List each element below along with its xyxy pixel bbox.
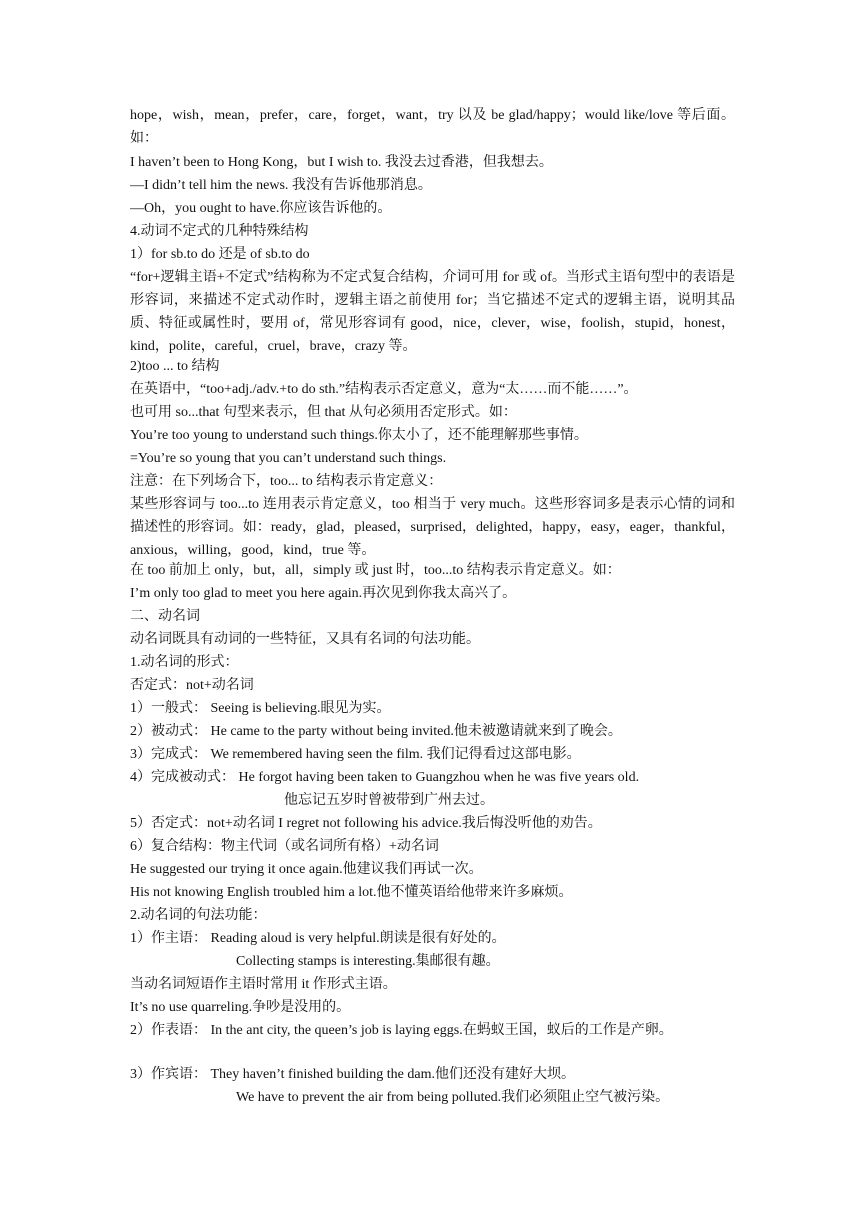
example-sentence: I haven’t been to Hong Kong，but I wish to. 我没去过香港，但我想去。 (130, 155, 553, 170)
sub-heading: 2)too ... to 结构 (130, 359, 220, 374)
example-sentence: —I didn’t tell him the news. 我没有告诉他那消息。 (130, 178, 432, 193)
example-sentence: =You’re so young that you can’t understand such things. (130, 451, 447, 466)
list-item: 5）否定式：not+动名词 I regret not following his advice.我后悔没听他的劝告。 (130, 816, 602, 831)
section-heading: 二、动名词 (130, 609, 200, 624)
example-sentence: His not knowing English troubled him a lot.他不懂英语给他带来许多麻烦。 (130, 885, 573, 900)
paragraph-line: 在 too 前加上 only，but，all，simply 或 just 时，too...to 结构表示肯定意义。如： (130, 563, 621, 578)
example-sentence: It’s no use quarreling.争吵是没用的。 (130, 1000, 351, 1015)
example-sentence: We have to prevent the air from being polluted.我们必须阻止空气被污染。 (236, 1090, 670, 1105)
note-line: 注意：在下列场合下，too... to 结构表示肯定意义： (130, 474, 443, 489)
paragraph-line: 动名词既具有动词的一些特征，又具有名词的句法功能。 (130, 632, 480, 647)
sub-heading: 2.动名词的句法功能： (130, 908, 267, 923)
list-item: 3）完成式： We remembered having seen the film. 我们记得看过这部电影。 (130, 747, 581, 762)
example-sentence: You’re too young to understand such things.你太小了，还不能理解那些事情。 (130, 428, 588, 443)
paragraph-line: 在英语中，“too+adj./adv.+to do sth.”结构表示否定意义，意为“太……而不能……”。 (130, 382, 638, 397)
example-sentence: He suggested our trying it once again.他建议我们再试一次。 (130, 862, 483, 877)
list-item: 6）复合结构：物主代词（或名词所有格）+动名词 (130, 839, 439, 854)
sub-heading: 1）for sb.to do 还是 of sb.to do (130, 247, 310, 262)
sub-heading: 1.动名词的形式： (130, 655, 239, 670)
paragraph-line: 某些形容词与 too...to 连用表示肯定意义，too 相当于 very much。这些形容词多是表示心情的词和描述性的形容词。如：ready，glad，pleased，surprised，delighted，happy，easy，eager，thankful，anxious，willing，good，kind，true 等。 (130, 497, 735, 558)
paragraph-line: hope，wish，mean，prefer，care，forget，want，try 以及 be glad/happy；would like/love 等后面。如： (130, 108, 735, 146)
translation-line: 他忘记五岁时曾被带到广州去过。 (284, 793, 494, 808)
list-item: 1）一般式： Seeing is believing.眼见为实。 (130, 701, 391, 716)
example-sentence: I’m only too glad to meet you here again.再次见到你我太高兴了。 (130, 586, 517, 601)
list-item: 3）作宾语： They haven’t finished building the dam.他们还没有建好大坝。 (130, 1067, 575, 1082)
paragraph-line: 当动名词短语作主语时常用 it 作形式主语。 (130, 977, 397, 992)
paragraph-line: 也可用 so...that 句型来表示，但 that 从句必须用否定形式。如： (130, 405, 517, 420)
list-item: 2）作表语： In the ant city, the queen’s job is laying eggs.在蚂蚁王国，蚁后的工作是产卵。 (130, 1023, 673, 1038)
example-sentence: —Oh，you ought to have.你应该告诉他的。 (130, 201, 392, 216)
paragraph-line: 否定式：not+动名词 (130, 678, 254, 693)
example-sentence: Collecting stamps is interesting.集邮很有趣。 (236, 954, 500, 969)
paragraph-line: “for+逻辑主语+不定式”结构称为不定式复合结构，介词可用 for 或 of。当形式主语句型中的表语是形容词，来描述不定式动作时，逻辑主语之前使用 for；当它描述不定式的逻辑主语，说明其品质、特征或属性时，要用 of，常见形容词有 good，nice，clever，wise，foolish，stupid，honest，kind，polite，careful，cruel，brave，crazy 等。 (130, 270, 735, 354)
section-heading: 4.动词不定式的几种特殊结构 (130, 224, 309, 239)
list-item: 1）作主语： Reading aloud is very helpful.朗读是很有好处的。 (130, 931, 506, 946)
list-item: 2）被动式： He came to the party without being invited.他未被邀请就来到了晚会。 (130, 724, 622, 739)
list-item: 4）完成被动式： He forgot having been taken to Guangzhou when he was five years old. (130, 770, 640, 785)
